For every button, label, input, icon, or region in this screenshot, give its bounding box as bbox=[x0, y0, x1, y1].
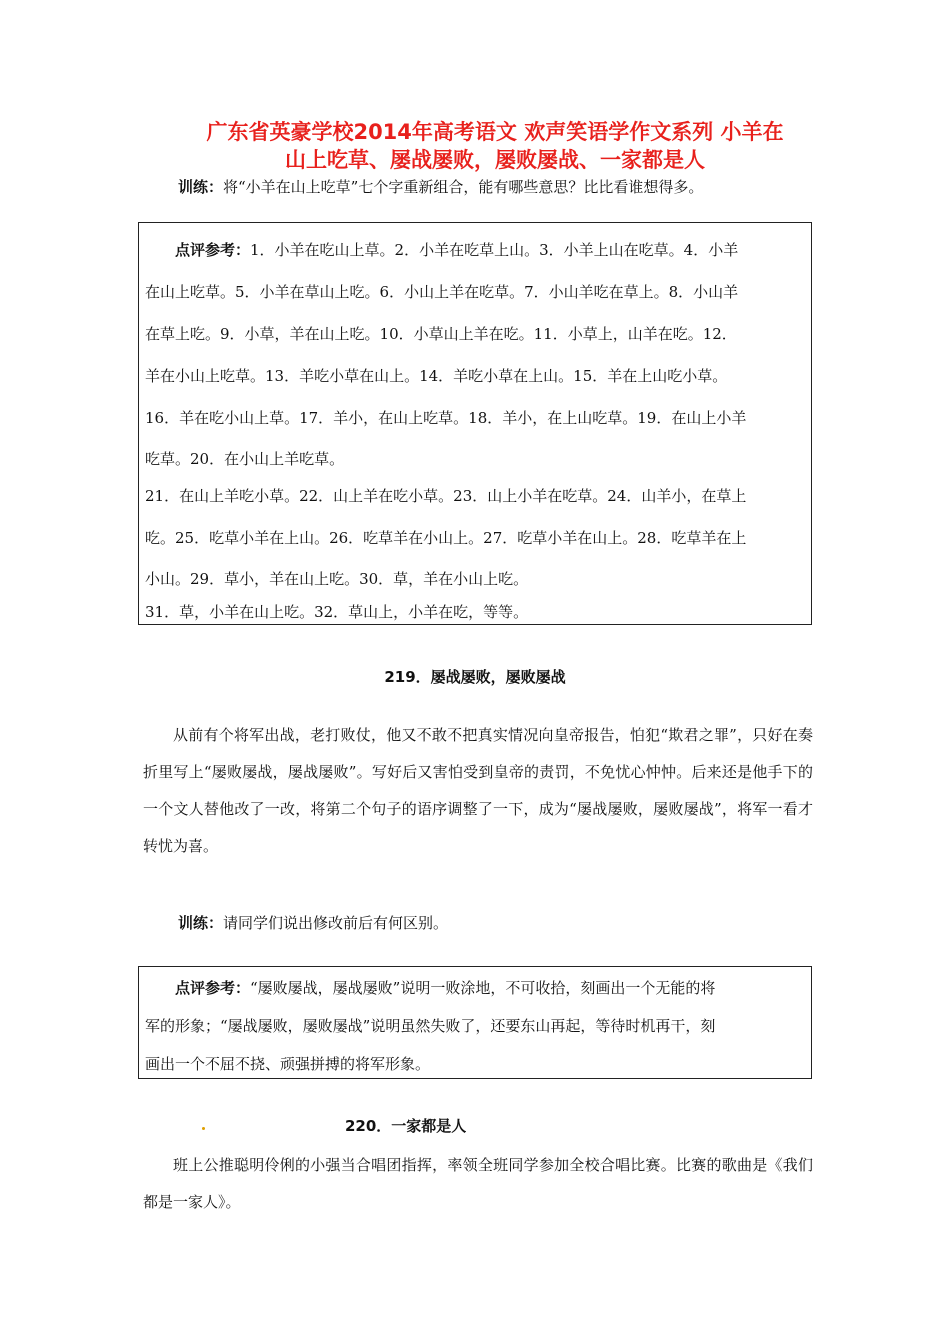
training-label: 训练： bbox=[178, 178, 224, 196]
review-row: 21．在山上羊吃小草。22．山上羊在吃小草。23．山上小羊在吃草。24．山羊小，在草上 bbox=[145, 487, 747, 505]
review-label: 点评参考： bbox=[175, 979, 251, 997]
review-box-1 bbox=[138, 222, 812, 625]
paragraph-219: 从前有个将军出战，老打败仗，他又不敢不把真实情况向皇帝报告，怕犯“欺君之罪”，只好在奏折里写上“屡败屡战，屡战屡败”。写好后又害怕受到皇帝的责罚，不免忧心忡忡。后来还是他手下的一个文人替他改了一改，将第二个句子的语序调整了一下，成为“屡战屡败，屡败屡战”，将军一看才转忧为喜。 bbox=[143, 726, 813, 855]
review-box-219 bbox=[138, 966, 812, 1079]
review-row: 16．羊在吃小山上草。17．羊小，在山上吃草。18．羊小，在上山吃草。19．在山上小羊 bbox=[145, 409, 747, 427]
heading-219: 219．屡战屡败，屡败屡战 bbox=[384, 668, 566, 686]
title-line-1: 广东省英豪学校2014年高考语文 欢声笑语学作文系列 小羊在 bbox=[206, 120, 784, 144]
review-row: 在草上吃。9．小草，羊在山上吃。10．小草山上羊在吃。11．小草上，山羊在吃。12． bbox=[145, 325, 737, 343]
training-219 bbox=[178, 912, 448, 933]
review-row-0: 点评参考：“屡败屡战，屡战屡败”说明一败涂地，不可收拾，刻画出一个无能的将 bbox=[175, 979, 716, 997]
title-line-2: 山上吃草、屡战屡败，屡败屡战、一家都是人 bbox=[285, 148, 705, 172]
training-text: 将“小羊在山上吃草”七个字重新组合，能有哪些意思？比比看谁想得多。 bbox=[223, 178, 704, 196]
review-row: 吃。25．吃草小羊在上山。26．吃草羊在小山上。27．吃草小羊在山上。28．吃草羊在上 bbox=[145, 529, 747, 547]
orange-mark bbox=[202, 1127, 205, 1130]
heading-220: 220．一家都是人 bbox=[345, 1117, 467, 1135]
review-row: 吃草。20．在小山上羊吃草。 bbox=[145, 450, 345, 468]
paragraph-220: 班上公推聪明伶俐的小强当合唱团指挥，率领全班同学参加全校合唱比赛。比赛的歌曲是《我们都是一家人》。 bbox=[143, 1156, 813, 1211]
review-row: 小山。29．草小，羊在山上吃。30．草，羊在小山上吃。 bbox=[145, 570, 529, 588]
training-text: 请同学们说出修改前后有何区别。 bbox=[223, 914, 449, 932]
review-row: 31．草，小羊在山上吃。32．草山上，小羊在吃，等等。 bbox=[145, 603, 529, 621]
review-row: 画出一个不屈不挠、顽强拼搏的将军形象。 bbox=[145, 1055, 431, 1073]
training-label: 训练： bbox=[178, 914, 224, 932]
review-row: 军的形象；“屡战屡败，屡败屡战”说明虽然失败了，还要东山再起，等待时机再干，刻 bbox=[145, 1017, 716, 1035]
review-label: 点评参考： bbox=[175, 241, 251, 259]
document-title bbox=[150, 118, 840, 174]
review-row: 羊在小山上吃草。13．羊吃小草在山上。14．羊吃小草在上山。15．羊在上山吃小草。 bbox=[145, 367, 728, 385]
review-row-0: 点评参考：1．小羊在吃山上草。2．小羊在吃草上山。3．小羊上山在吃草。4．小羊 bbox=[175, 241, 739, 259]
training-1 bbox=[178, 176, 703, 197]
review-row: 在山上吃草。5．小羊在草山上吃。6．小山上羊在吃草。7．小山羊吃在草上。8．小山羊 bbox=[145, 283, 739, 301]
